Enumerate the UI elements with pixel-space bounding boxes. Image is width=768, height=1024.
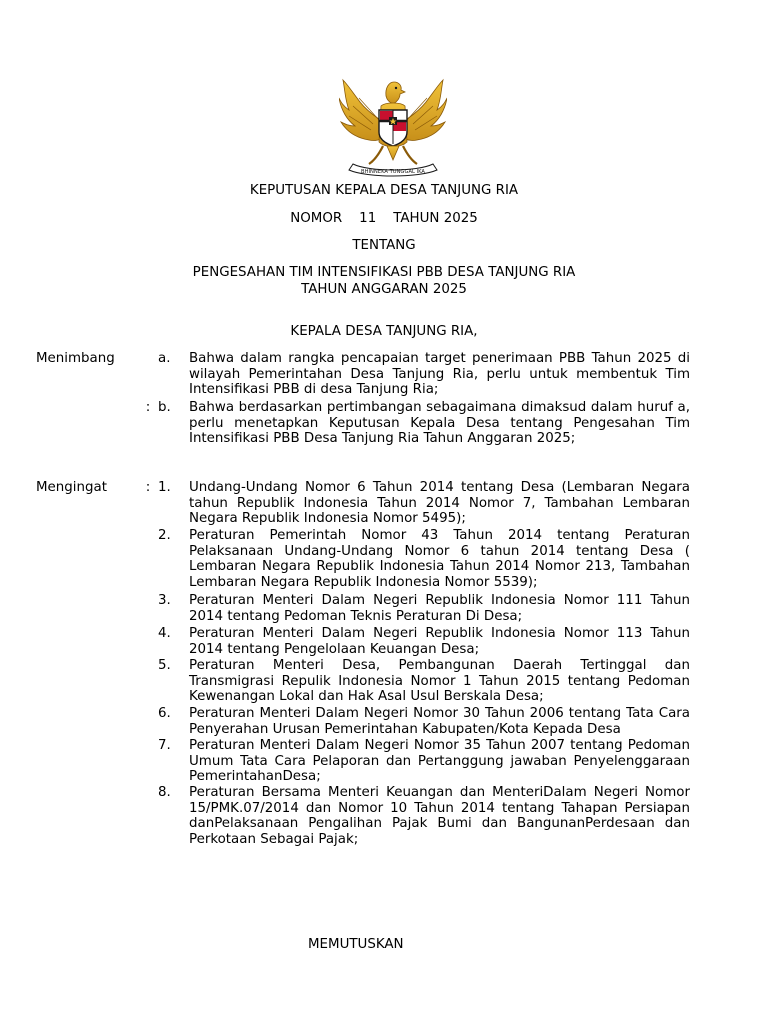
item-text: Peraturan Menteri Dalam Negeri Republik Indonesia Nomor 111 Tahun 2014 tentang Pedoman Teknis Peraturan Di Desa; (189, 593, 690, 624)
item-text: Peraturan Menteri Dalam Negeri Nomor 30 Tahun 2006 tentang Tata Cara Penyerahan Urusan Pemerintahan Kabupaten/Kota Kepada Desa (189, 706, 690, 737)
item-marker: 1. (158, 480, 171, 495)
item-marker: b. (158, 400, 171, 415)
garuda-pancasila-emblem-icon (339, 76, 447, 178)
item-text: Bahwa berdasarkan pertimbangan sebagaimana dimaksud dalam huruf a, perlu menetapkan Keputusan Kepala Desa tentang Pengesahan Tim Intensifikasi PBB Desa Tanjung Ria Tahun Anggaran 2025; (189, 400, 690, 447)
item-text: Peraturan Menteri Desa, Pembangunan Daerah Tertinggal dan Transmigrasi Repulik Indonesia Nomor 1 Tahun 2015 tentang Pedoman Kewenangan Lokal dan Hak Asal Usul Berskala Desa; (189, 658, 690, 705)
document-number: NOMOR 11 TAHUN 2025 (290, 211, 478, 226)
item-colon: : (145, 400, 151, 415)
about-heading: TENTANG (352, 238, 416, 253)
item-text: Peraturan Pemerintah Nomor 43 Tahun 2014 tentang Peraturan Pelaksanaan Undang-Undang Nomor 6 tahun 2014 tentang Desa ( Lembaran Negara Republik Indonesia Tahun 2014 Nomor 213, Tambahan Lembaran Negara Republik Indonesia Nomor 5539); (189, 528, 690, 590)
item-marker: 6. (158, 706, 171, 721)
item-marker: a. (158, 351, 171, 366)
subject-line-1: PENGESAHAN TIM INTENSIFIKASI PBB DESA TANJUNG RIA (192, 265, 576, 280)
item-colon: : (145, 480, 151, 495)
item-marker: 7. (158, 738, 171, 753)
item-text: Undang-Undang Nomor 6 Tahun 2014 tentang Desa (Lembaran Negara tahun Republik Indonesia Tahun 2014 Nomor 7, Tambahan Lembaran Negara Republik Indonesia Nomor 5495); (189, 480, 690, 527)
ribbon-text: BHINNEKA TUNGGAL IKA (361, 169, 425, 175)
item-marker: 8. (158, 785, 171, 800)
item-text: Peraturan Menteri Dalam Negeri Republik Indonesia Nomor 113 Tahun 2014 tentang Pengelolaan Keuangan Desa; (189, 626, 690, 657)
item-marker: 3. (158, 593, 171, 608)
mengingat-label: Mengingat (36, 480, 107, 495)
authority-heading: KEPALA DESA TANJUNG RIA, (290, 324, 478, 339)
document-title: KEPUTUSAN KEPALA DESA TANJUNG RIA (249, 183, 519, 198)
item-marker: 2. (158, 528, 171, 543)
item-text: Peraturan Bersama Menteri Keuangan dan MenteriDalam Negeri Nomor 15/PMK.07/2014 dan Nomor 10 Tahun 2014 tentang Tahapan Persiapan danPelaksanaan Pengalihan Pajak Bumi dan BangunanPerdesaan dan Perkotaan Sebagai Pajak; (189, 785, 690, 847)
item-marker: 4. (158, 626, 171, 641)
subject-line-2: TAHUN ANGGARAN 2025 (301, 282, 467, 297)
item-marker: 5. (158, 658, 171, 673)
item-text: Peraturan Menteri Dalam Negeri Nomor 35 Tahun 2007 tentang Pedoman Umum Tata Cara Pelaporan dan Pertanggung jawaban Penyelenggaraan PemerintahanDesa; (189, 738, 690, 785)
decision-heading: MEMUTUSKAN (308, 937, 404, 952)
menimbang-label: Menimbang (36, 351, 115, 366)
item-text: Bahwa dalam rangka pencapaian target penerimaan PBB Tahun 2025 di wilayah Pemerintahan Desa Tanjung Ria, perlu untuk membentuk Tim Intensifikasi PBB di desa Tanjung Ria; (189, 351, 690, 398)
